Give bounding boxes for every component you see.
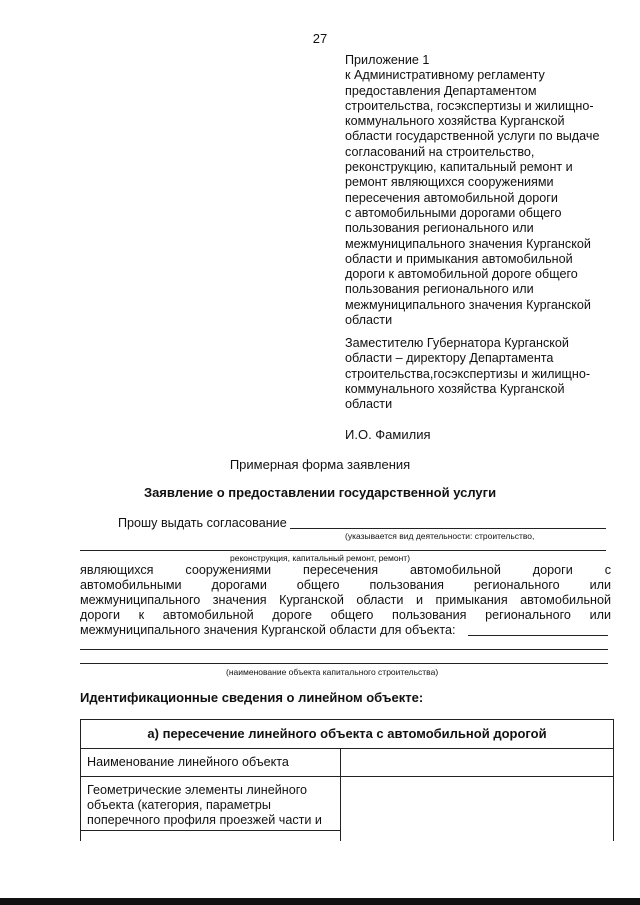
appendix-line: межмуниципального значения Курганской <box>345 297 591 312</box>
request-body-line: являющихся сооружениями пересечения автомобильной дороги с <box>80 563 611 577</box>
form-caption: Примерная форма заявления <box>229 457 411 472</box>
appendix-line: коммунального хозяйства Курганской <box>345 114 565 129</box>
request-last-line: межмуниципального значения Курганской области для объекта: <box>80 623 456 637</box>
appendix-line: реконструкцию, капитальный ремонт и <box>345 160 573 175</box>
page-number: 27 <box>312 31 328 46</box>
appendix-line: дороги к автомобильной дороге общего <box>345 267 578 282</box>
table-row-label: Наименование линейного объекта <box>87 755 289 769</box>
table-header-divider <box>80 748 614 749</box>
appendix-block <box>345 53 615 328</box>
activity-input-line[interactable] <box>290 528 606 529</box>
application-title: Заявление о предоставлении государственной услуги <box>143 485 497 500</box>
appendix-line: межмуниципального значения Курганской <box>345 236 591 251</box>
table-row-label: Геометрические элементы линейного объекта (категория, параметры поперечного профиля проезжей части и <box>87 783 322 827</box>
addressee-line: строительства,госэкспертизы и жилищно- <box>345 366 591 381</box>
appendix-line: пользования регионального или <box>345 221 534 236</box>
appendix-line: Приложение 1 <box>345 53 430 67</box>
appendix-line: области и примыкания автомобильной <box>345 251 573 266</box>
activity-note: (указывается вид деятельности: строительство, <box>345 531 535 541</box>
ident-heading: Идентификационные сведения о линейном объекте: <box>80 690 424 705</box>
table-cell-divider <box>80 830 340 831</box>
signer-name: И.О. Фамилия <box>345 427 431 442</box>
activity-input-line-2[interactable] <box>80 550 606 551</box>
request-prefix: Прошу выдать согласование <box>118 516 287 530</box>
activity-note-cont: реконструкция, капитальный ремонт, ремонт) <box>230 553 411 563</box>
table-border-top <box>80 719 614 720</box>
addressee-line: области – директору Департамента <box>345 351 554 366</box>
appendix-line: области государственной услуги по выдаче <box>345 129 600 144</box>
table-header: а) пересечение линейного объекта с автомобильной дорогой <box>147 726 547 741</box>
appendix-line: с автомобильными дорогами общего <box>345 205 562 220</box>
appendix-line: к Административному регламенту <box>345 68 545 83</box>
scan-bottom-edge <box>0 898 640 905</box>
object-input-line-3[interactable] <box>80 663 608 664</box>
addressee-line: коммунального хозяйства Курганской <box>345 381 565 396</box>
appendix-line: ремонт являющихся сооружениями <box>345 175 554 190</box>
addressee-line: области <box>345 397 393 412</box>
table-column-divider <box>340 748 341 841</box>
addressee-line: Заместителю Губернатора Курганской <box>345 336 569 350</box>
appendix-line: предоставления Департаментом <box>345 83 537 98</box>
appendix-line: пользования регионального или <box>345 282 534 297</box>
object-input-line-2[interactable] <box>80 649 608 650</box>
appendix-line: пересечения автомобильной дороги <box>345 190 558 205</box>
addressee-block <box>345 336 615 412</box>
object-note: (наименование объекта капитального строительства) <box>226 667 439 677</box>
object-input-line[interactable] <box>468 635 608 636</box>
request-body-line: автомобильными дорогами общего пользования регионального или <box>80 578 611 592</box>
appendix-line: области <box>345 313 393 328</box>
appendix-line: строительства, госэкспертизы и жилищно- <box>345 98 594 113</box>
request-body-line: дороги к автомобильной дороге общего пользования регионального или <box>80 608 611 622</box>
request-body-line: межмуниципального значения Курганской области и примыкания автомобильной <box>80 593 611 607</box>
table-row-divider <box>80 776 614 777</box>
appendix-line: согласований на строительство, <box>345 144 535 159</box>
